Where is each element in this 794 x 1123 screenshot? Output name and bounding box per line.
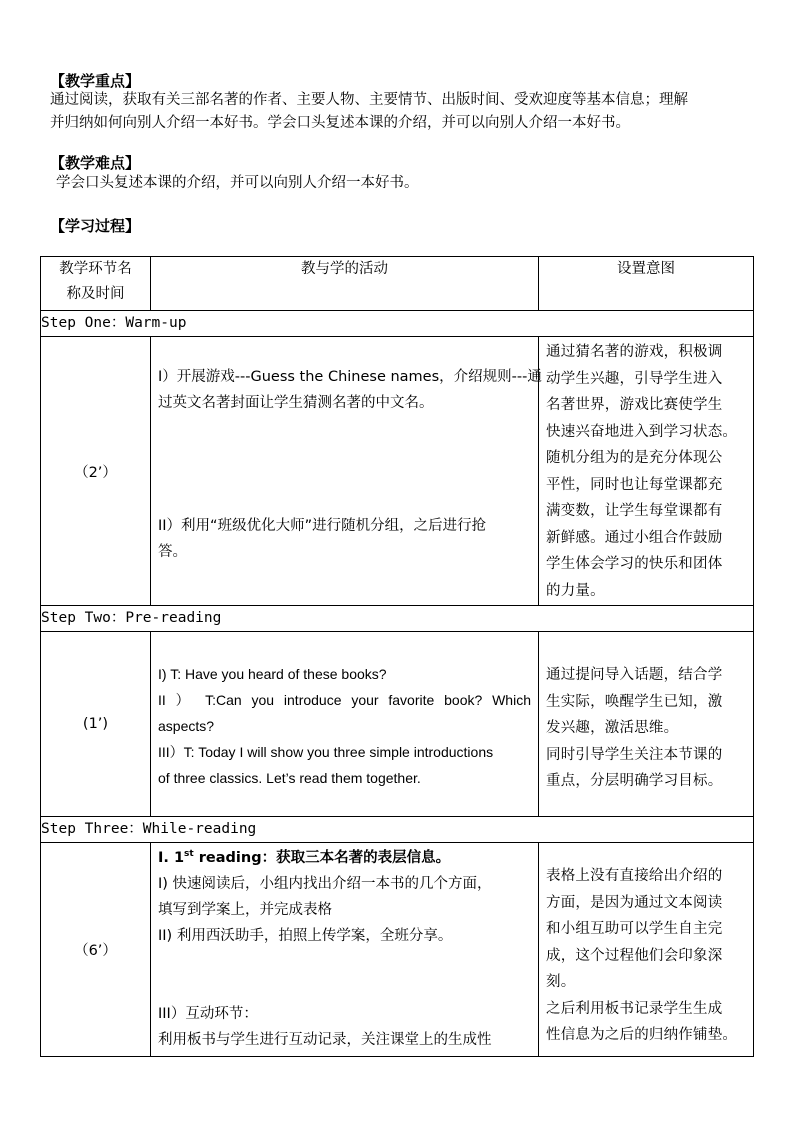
text-line: 通过阅读，获取有关三部名著的作者、主要人物、主要情节、出版时间、受欢迎度等基本信息；理解 — [50, 92, 688, 108]
header-intent: 设置意图 — [539, 257, 754, 311]
activity-line: of three classics. Let’s read them together. — [158, 770, 421, 786]
focus-paragraph — [50, 89, 750, 135]
activity-line: 利用板书与学生进行互动记录，关注课堂上的生成性 — [158, 1032, 492, 1048]
activity-line: II ） T:Can you introduce your favorite book? Which — [158, 692, 531, 708]
text-line: 学会口头复述本课的介绍，并可以向别人介绍一本好书。 — [56, 175, 419, 191]
header-stage-line: 教学环节名 — [59, 261, 132, 277]
activity-line: II) 利用西沃助手，拍照上传学案，全班分享。 — [158, 928, 453, 944]
activity-line: 答。 — [158, 544, 187, 560]
step-row — [41, 817, 754, 843]
activity-cell — [151, 632, 539, 817]
intent-line: 成，这个过程他们会印象深 — [546, 947, 723, 964]
step-label: Step Three：While-reading — [41, 817, 754, 843]
intent-cell — [539, 843, 754, 1057]
intent-line: 满变数，让学生每堂课都有 — [546, 503, 723, 519]
reading-title: reading：获取三本名著的表层信息。 — [193, 850, 451, 866]
header-activity: 教与学的活动 — [151, 257, 539, 311]
step-time: (1’) — [41, 632, 151, 817]
activity-line: III）T: Today I will show you three simple introductions — [158, 744, 494, 760]
intent-line: 动学生兴趣，引导学生进入 — [546, 370, 723, 387]
intent-line: 方面，是因为通过文本阅读 — [546, 894, 723, 911]
table-row — [41, 843, 754, 1057]
section-title-process: 【学习过程】 — [50, 217, 141, 235]
step-time: （6’） — [41, 843, 151, 1057]
intent-line: 之后利用板书记录学生生成 — [546, 1000, 723, 1017]
intent-line: 快速兴奋地进入到学习状态。 — [546, 423, 738, 440]
intent-line: 平性，同时也让每堂课都充 — [546, 476, 723, 493]
table-row — [41, 337, 754, 606]
activity-line: I) 快速阅读后，小组内找出介绍一本书的几个方面， — [158, 876, 492, 892]
intent-line: 刻。 — [546, 974, 576, 990]
reading-number: I. 1 — [158, 850, 185, 866]
intent-line: 和小组互助可以学生自主完 — [546, 921, 723, 937]
activity-cell — [151, 843, 539, 1057]
section-title-focus: 【教学重点】 — [50, 72, 141, 90]
activity-line: III）互动环节： — [158, 1006, 258, 1022]
activity-line: II）利用“班级优化大师”进行随机分组，之后进行抢 — [158, 518, 487, 534]
activity-line: 过英文名著封面让学生猜测名著的中文名。 — [158, 395, 434, 411]
section-title-difficulty: 【教学难点】 — [50, 154, 141, 172]
intent-line: 性信息为之后的归纳作铺垫。 — [546, 1027, 738, 1043]
lesson-table — [40, 256, 754, 1057]
step-label: Step One：Warm-up — [41, 311, 754, 337]
activity-line: aspects? — [158, 718, 215, 734]
intent-line: 随机分组为的是充分体现公 — [546, 450, 723, 466]
step-time: （2’） — [41, 337, 151, 606]
intent-line: 通过猜名著的游戏，积极调 — [546, 344, 723, 360]
intent-line: 生实际，唤醒学生已知，激 — [546, 693, 723, 710]
intent-line: 学生体会学习的快乐和团体 — [546, 556, 723, 572]
table-row — [41, 632, 754, 817]
intent-line: 的力量。 — [546, 582, 605, 599]
header-stage — [41, 257, 151, 311]
intent-cell — [539, 337, 754, 606]
intent-line: 通过提问导入话题，结合学 — [546, 667, 723, 683]
step-row — [41, 606, 754, 632]
reading-ordinal: st — [184, 849, 194, 860]
intent-cell — [539, 632, 754, 817]
intent-line: 重点，分层明确学习目标。 — [546, 773, 723, 789]
text-line: 并归纳如何向别人介绍一本好书。学会口头复述本课的介绍，并可以向别人介绍一本好书。 — [50, 115, 630, 131]
activity-line: I）开展游戏---Guess the Chinese names，介绍规则---通 — [158, 369, 542, 385]
activity-line: I) T: Have you heard of these books? — [158, 666, 387, 682]
step-row — [41, 311, 754, 337]
activity-cell — [151, 337, 542, 606]
intent-line: 同时引导学生关注本节课的 — [546, 746, 723, 763]
header-stage-line: 称及时间 — [66, 286, 125, 302]
intent-line: 名著世界，游戏比赛使学生 — [546, 397, 723, 413]
difficulty-paragraph — [56, 172, 756, 195]
step-label: Step Two：Pre-reading — [41, 606, 754, 632]
reading-heading — [158, 845, 531, 871]
intent-line: 表格上没有直接给出介绍的 — [546, 868, 723, 884]
activity-line: 填写到学案上，并完成表格 — [158, 902, 332, 918]
table-header-row — [41, 257, 754, 311]
intent-line: 新鲜感。通过小组合作鼓励 — [546, 529, 723, 546]
intent-line: 发兴趣，激活思维。 — [546, 720, 679, 736]
